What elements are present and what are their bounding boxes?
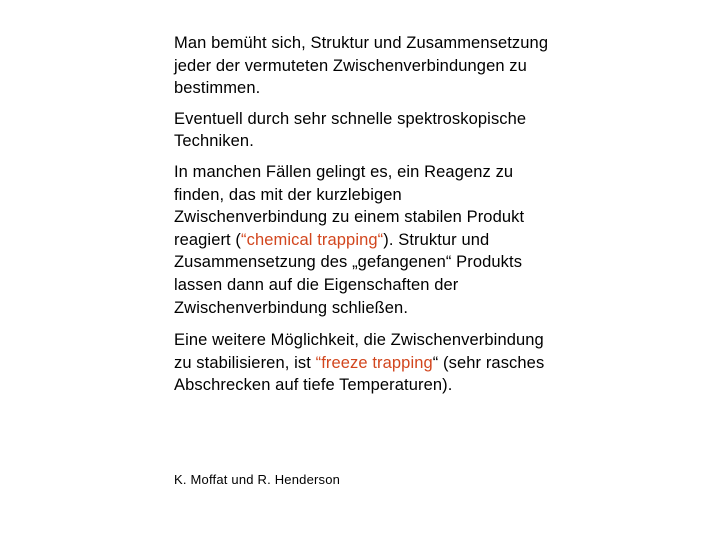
paragraph-spectroscopy: Eventuell durch sehr schnelle spektroskopische Techniken. bbox=[174, 109, 527, 151]
chemical-trapping-highlight: “chemical trapping“ bbox=[241, 230, 384, 249]
slide-text-block bbox=[174, 32, 554, 397]
freeze-trapping-text-after: “ (sehr rasches Abschrecken auf tiefe Temperaturen). bbox=[174, 353, 545, 395]
chemical-trapping-text-before: In manchen Fällen gelingt es, ein Reagenz zu finden, das mit der kurzlebigen Zwischenverbindung zu einem stabilen Produkt reagiert ( bbox=[174, 162, 525, 249]
freeze-trapping-text-before: Eine weitere Möglichkeit, die Zwischenverbindung zu stabilisieren, ist bbox=[174, 331, 544, 372]
paragraph-chemical-trapping bbox=[174, 161, 554, 319]
paragraph-freeze-trapping bbox=[174, 329, 554, 397]
freeze-trapping-highlight: “freeze trapping bbox=[315, 353, 433, 372]
author-credit: K. Moffat und R. Henderson bbox=[174, 472, 341, 487]
paragraph-structure-determination: Man bemüht sich, Struktur und Zusammensetzung jeder der vermuteten Zwischenverbindungen zu bestimmen. bbox=[174, 34, 549, 98]
chemical-trapping-text-after: ). Struktur und Zusammensetzung des „gefangenen“ Produkts lassen dann auf die Eigenschaften der Zwischenverbindung schließen. bbox=[174, 230, 523, 317]
